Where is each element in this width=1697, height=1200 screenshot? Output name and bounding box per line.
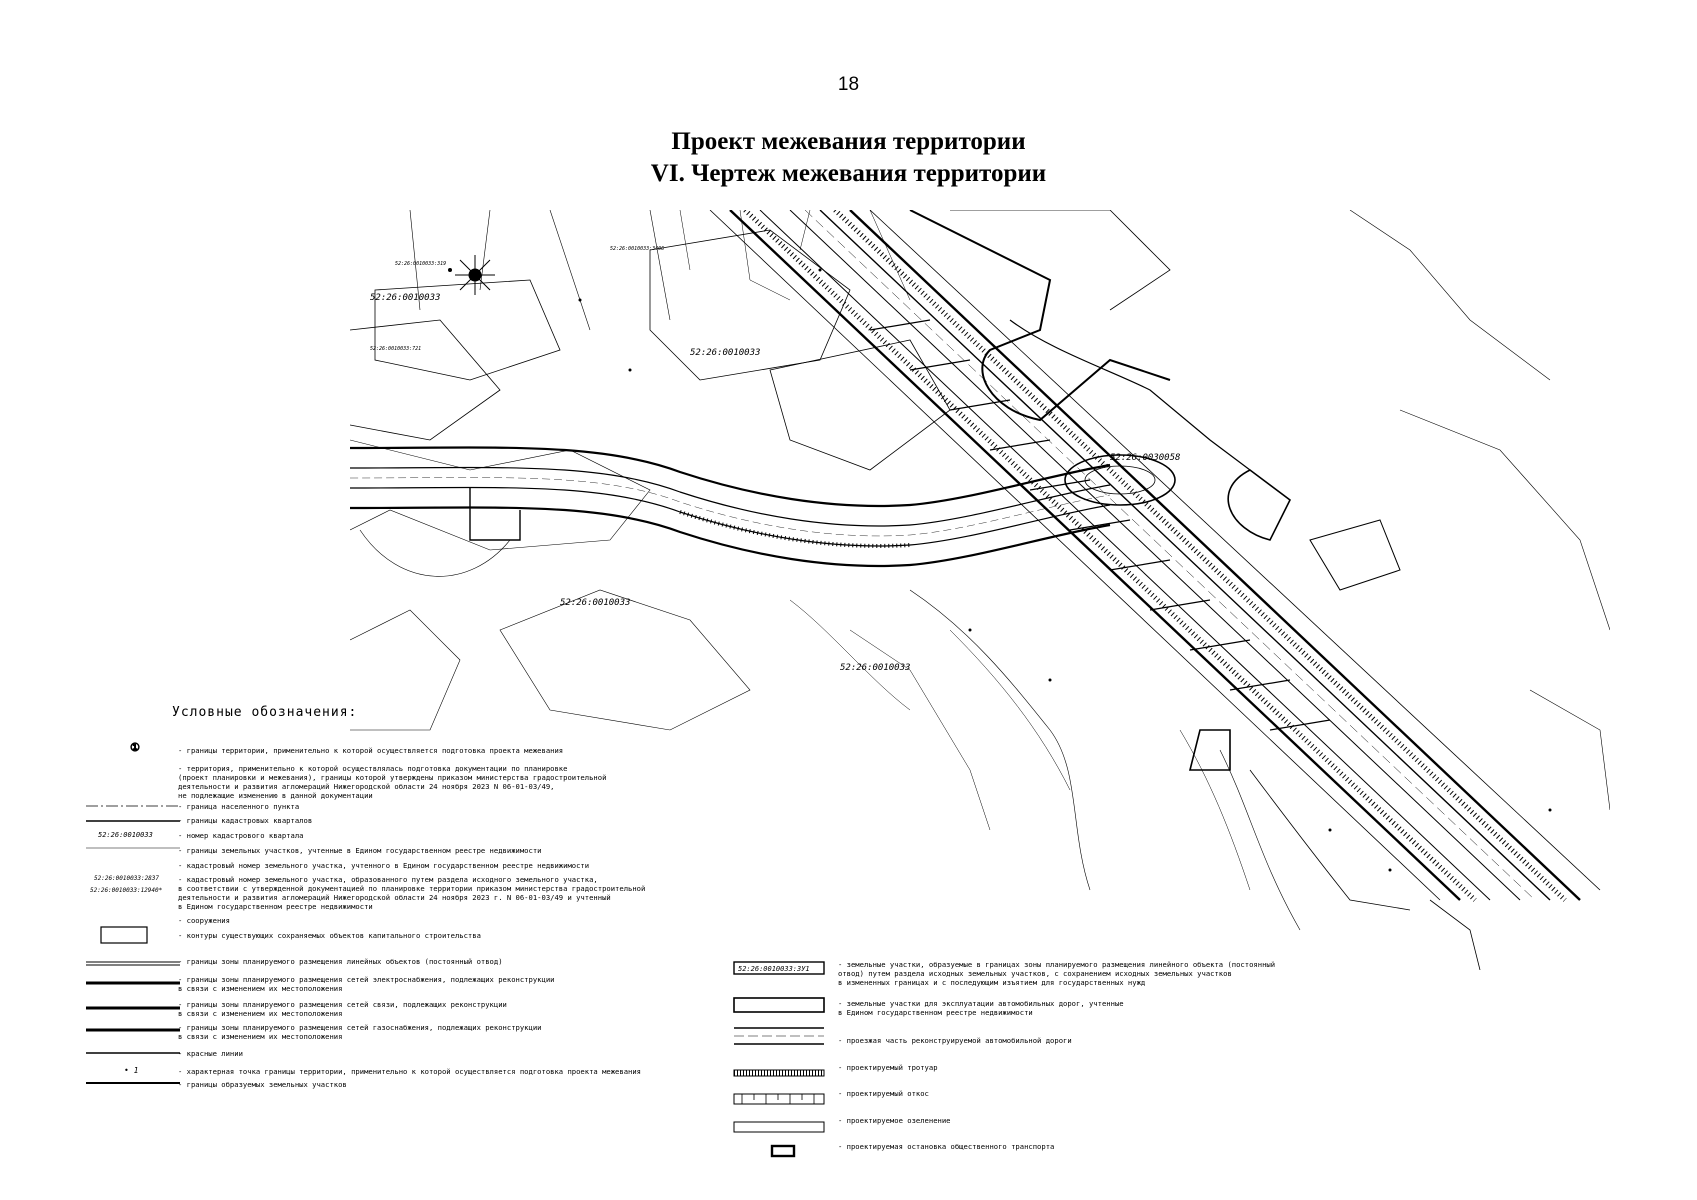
survey-map (350, 210, 1610, 970)
legend-item: - границы образуемых земельных участков (178, 1080, 347, 1089)
legend-symbol-kad-quarter: 52:26:0010033 (98, 831, 153, 839)
map-label: 52:26:0010033:3406 (610, 246, 665, 252)
page-number: 18 (837, 74, 860, 95)
map-label: 52:26:0030058 (1110, 453, 1181, 463)
legend-item: - границы зоны планируемого размещения сетей связи, подлежащих реконструкции в связи с изменением их местоположения (178, 1000, 507, 1018)
legend-item: - земельные участки для эксплуатации автомобильных дорог, учтенные в Едином государственном реестре недвижимости (838, 999, 1124, 1017)
legend-symbols-right (732, 960, 832, 1160)
legend-symbol-kad-parcel: 52:26:0010033:2837 (94, 875, 160, 882)
page-title: Проект межевания территории (671, 128, 1026, 155)
legend-item: - границы земельных участков, учтенные в Едином государственном реестре недвижимости (178, 846, 542, 855)
map-label: 52:26:0010033 (840, 663, 911, 673)
legend-item: - территория, применительно к которой осуществлялась подготовка документации по планировке (проект планировки и межевания), границы которой утверждены приказом министерства градостроительной деятельности и развития агломераций Нижегородской области 24 ноября 2023 N 06-01-03/49, не подлежащие изменению в данной документации (178, 764, 607, 800)
legend-item: - проектируемый тротуар (838, 1063, 938, 1072)
legend-symbol-point: • 1 (124, 1066, 139, 1075)
map-label: 52:26:0010033 (690, 348, 761, 358)
legend-item: - границы территории, применительно к которой осуществляется подготовка проекта межевания (178, 746, 564, 755)
legend-item: - проезжая часть реконструируемой автомобильной дороги (838, 1036, 1072, 1045)
legend-item: - границы зоны планируемого размещения сетей газоснабжения, подлежащих реконструкции в связи с изменением их местоположения (178, 1023, 542, 1041)
legend-symbol-kad-parcel-new: 52:26:0010033:12940* (90, 887, 163, 894)
legend-item: - проектируемая остановка общественного транспорта (838, 1142, 1055, 1151)
legend-item: - границы зоны планируемого размещения линейных объектов (постоянный отвод) (178, 957, 503, 966)
legend-symbol-zu: 52:26:0010033:ЗУ1 (738, 965, 810, 973)
legend-item: - земельные участки, образуемые в границах зоны планируемого размещения линейного объекта (постоянный отвод) путем раздела исходных земельных участков, с сохранением исходных земельных участков в измененных границах и с последующим изъятием для государственных нужд (838, 960, 1276, 987)
legend-item: - проектируемое озеленение (838, 1116, 951, 1125)
map-label: 52:26:0010033 (370, 293, 441, 303)
legend-symbol-1: ① (130, 741, 140, 754)
legend-item: - контуры существующих сохраняемых объектов капитального строительства (178, 931, 481, 940)
page-subtitle: VI. Чертеж межевания территории (650, 160, 1047, 187)
legend-item: - проектируемый откос (838, 1089, 929, 1098)
legend-heading: Условные обозначения: (172, 705, 358, 720)
map-label: 52:26:0010033 (560, 598, 631, 608)
map-label: 52:26:0010033:319 (395, 261, 447, 267)
legend-item: - номер кадастрового квартала (178, 831, 304, 840)
legend-item: - граница населенного пункта (178, 802, 300, 811)
legend-item: - красные линии (178, 1049, 243, 1058)
legend-item: - границы зоны планируемого размещения сетей электроснабжения, подлежащих реконструкции в связи с изменением их местоположения (178, 975, 555, 993)
legend-item: - сооружения (178, 916, 230, 925)
legend-item: - характерная точка границы территории, применительно к которой осуществляется подготовка проекта межевания (178, 1067, 642, 1076)
legend-item: - кадастровый номер земельного участка, учтенного в Едином государственном реестре недвижимости (178, 861, 590, 870)
legend-item: - кадастровый номер земельного участка, образованного путем раздела исходного земельного участка, в соответствии с утвержденной документацией по планировке территории приказом министерства градостроительной деятельности и развития агломераций Нижегородской области 24 ноября 2023 г. N 06-01-03/49 и учтенный в Едином государственном реестре недвижимости (178, 875, 646, 911)
legend-item: - границы кадастровых кварталов (178, 816, 313, 825)
map-label: 52:26:0010033:721 (370, 346, 422, 352)
